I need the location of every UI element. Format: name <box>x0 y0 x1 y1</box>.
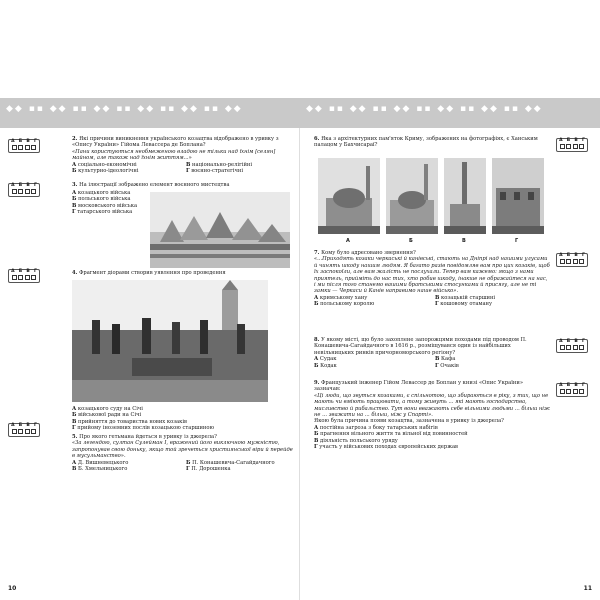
diorama-photo <box>72 280 268 402</box>
option-v: В прийняття до товариства нових козаків <box>72 418 187 425</box>
page-number: 11 <box>583 585 592 592</box>
question-text: Кому було адресовано звернення? <box>321 250 416 256</box>
question-text: Про якого гетьмана йдеться в уривку із джерела? <box>79 434 217 440</box>
question-3 <box>72 182 294 188</box>
option-v: В національно-релігійні <box>186 161 253 168</box>
question-number: 8. <box>314 337 320 343</box>
option-g: Г воєнно-стратегічні <box>186 168 244 175</box>
header-pattern-left: ◆◆ ▪▪ ◆◆ ▪▪ ◆◆ ▪▪ ◆◆ ▪▪ ◆◆ ▪▪ ◆◆ <box>6 104 243 114</box>
answer-box-q2[interactable]: А Б В Г <box>8 139 40 153</box>
question-5 <box>72 434 294 472</box>
photo-label-v: В <box>462 238 466 244</box>
option-b: Б прагнення вільного життя та вільної від повинностей <box>314 431 468 438</box>
option-b: Б військової ради на Січі <box>72 412 142 419</box>
option-a: А козацького суду на Січі <box>72 406 143 412</box>
answer-box-q6[interactable]: А Б В Г <box>556 138 588 152</box>
question-4-options <box>72 406 294 432</box>
source-quote: «Пани користуються необмеженою владою не тільки над їхнім [селян] майном, але також над їхнім життям...» <box>72 148 276 162</box>
question-number: 7. <box>314 250 320 256</box>
question-number: 3. <box>72 182 78 188</box>
source-quote: «Ці люди, що звуться козаками, є спільнотою, що збираються в ріку, з тих, що не мають чи вміють працювати, а тому живуть ... які мають господарства, мисливство й рибальство. Тут вони вважають себе вільними людьми ... більш ніж не ... зважати на ... більш, ніж у Спарті». <box>314 392 550 419</box>
source-quote: «...Приходять козаки черкаські й канівські, стають на Дніпрі над нашими улусами й чинять шкоду нашим людям. Я багато разів повідомляв вам про цих козаків, щоб їх заспокоїли, але вам жалість не послухали. Тепер вам кажемо: якщо з нами приятель, прийміть до нас тих, хто робив шкоду, інакше не ображайтеся на нас, і ми після того станемо вашими братськими стосунками й присягу, але не ті замки — Черкаси й Канів направимо наше військо». <box>314 256 550 295</box>
options <box>314 295 550 308</box>
header-pattern-right: ◆◆ ▪▪ ◆◆ ▪▪ ◆◆ ▪▪ ◆◆ ▪▪ ◆◆ ▪▪ ◆◆ <box>306 104 543 114</box>
right-page <box>300 128 600 600</box>
options <box>72 162 294 175</box>
question-2 <box>72 136 294 174</box>
options <box>314 356 550 369</box>
page-number: 10 <box>8 585 17 592</box>
question-number: 5. <box>72 434 78 440</box>
question-number: 6. <box>314 136 320 142</box>
answer-box-q8[interactable]: А Б В Г <box>556 339 588 353</box>
question-text: На ілюстрації зображено елемент воєнного мистецтва <box>79 182 230 188</box>
crimea-photo-v <box>444 158 486 234</box>
answer-box-q5[interactable]: А Б В Г <box>8 423 40 437</box>
crimea-photo-b <box>386 158 438 234</box>
option-a: А кримському хану <box>314 294 368 301</box>
option-g: Г кошовому отаману <box>435 301 493 308</box>
question-prompt: Якою була причина появи козацтва, зазначена в уривку із джерела? <box>314 418 504 425</box>
option-a: А соціально-економічні <box>72 161 137 168</box>
option-g: Г татарського війська <box>72 209 133 216</box>
question-4 <box>72 270 294 276</box>
question-text: Які причини виникнення українського козацтва відображено в уривку з «Опису України» Гійома Левассера де Боплана? <box>72 136 279 149</box>
question-text: Французький інженер Гійом Левассер де Боплан у книзі «Опис України» зазначав: <box>314 380 524 393</box>
left-page <box>0 128 300 600</box>
option-v: В козацькій старшині <box>435 294 496 301</box>
option-g: Г прийому іноземних послів козацькою старшиною <box>72 425 215 432</box>
option-a: А постійна загроза з боку татарських набігів <box>314 424 438 431</box>
question-3-options <box>72 190 142 216</box>
source-quote: «За легендою, султан Сулейман І, вражений його виключною мужністю, запропонував свою доньку, якщо той зречеться християнської віри й перейде в мусульманство». <box>72 440 293 460</box>
answer-box-q9[interactable]: А Б В Г <box>556 383 588 397</box>
question-7 <box>314 250 550 308</box>
option-v: В діяльність польського уряду <box>314 437 398 444</box>
crimea-photo-g <box>492 158 544 234</box>
question-text: Фрагмент діорами створив уявлення про проведення <box>79 270 226 276</box>
photo-label-g: Г <box>515 238 519 244</box>
crimea-photo-a <box>318 158 380 234</box>
question-number: 4. <box>72 270 78 276</box>
question-number: 2. <box>72 136 78 142</box>
option-g: Г участь у військових походах європейських держав <box>314 444 458 451</box>
question-6 <box>314 136 550 149</box>
answer-box-q3[interactable]: А Б В Г <box>8 183 40 197</box>
question-text: Яка з архітектурних пам'яток Криму, зображених на фотографіях, є Ханським палацом у Бахчисараї? <box>314 136 538 149</box>
option-a: А Судак <box>314 356 337 363</box>
photo-label-a: А <box>346 238 350 244</box>
option-b: Б польському королю <box>314 301 375 308</box>
question-text: У якому місті, що було захоплене запорожцями походами під проводом П. Конашевича-Сагайдачного в 1616 р., розміщувався один із найбільших невільницьких ринків причорноморського регіону? <box>314 337 527 356</box>
answer-box-q7[interactable]: А Б В Г <box>556 253 588 267</box>
question-8 <box>314 337 550 369</box>
photo-label-b: Б <box>409 238 413 244</box>
option-a: А козацького війська <box>72 190 131 196</box>
option-b: Б культурно-ідеологічні <box>72 168 139 175</box>
question-9 <box>314 380 550 450</box>
option-b: Б польського війська <box>72 196 131 203</box>
option-g: Г Очаків <box>435 362 459 369</box>
option-a: А Д. Вишневецького <box>72 459 129 466</box>
option-b: Б П. Конашевича-Сагайдачного <box>186 459 275 466</box>
option-v: В московського війська <box>72 202 138 209</box>
option-b: Б Кодак <box>314 362 337 369</box>
option-g: Г П. Дорошенка <box>186 466 231 473</box>
options <box>72 460 294 473</box>
option-v: В Б. Хмельницького <box>72 466 128 473</box>
question-number: 9. <box>314 380 320 386</box>
answer-box-q4[interactable]: А Б В Г <box>8 269 40 283</box>
battle-camp-illustration <box>150 192 290 268</box>
option-v: В Кафа <box>435 356 456 363</box>
